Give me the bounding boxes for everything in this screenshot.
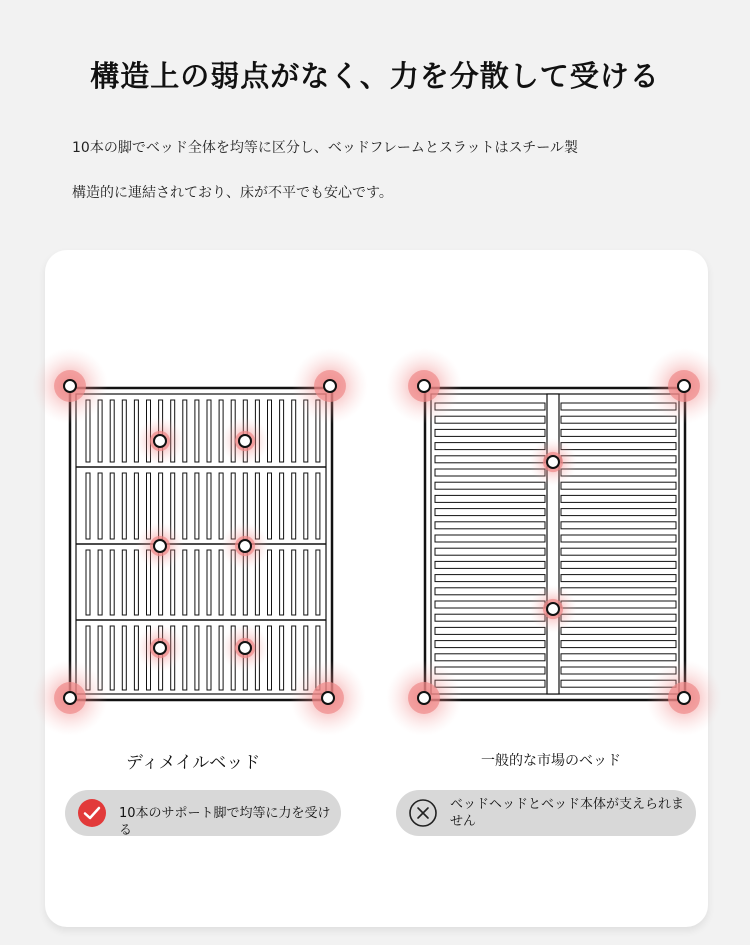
- slat: [435, 614, 545, 621]
- support-point: [646, 348, 722, 424]
- slat: [183, 400, 187, 462]
- slat: [561, 429, 676, 436]
- slat: [98, 550, 102, 615]
- slat: [98, 473, 102, 539]
- slat: [561, 443, 676, 450]
- slat: [304, 550, 308, 615]
- slat: [435, 575, 545, 582]
- slat: [561, 641, 676, 648]
- slat: [435, 522, 545, 529]
- slat: [280, 400, 284, 462]
- slat: [268, 400, 272, 462]
- support-point: [136, 522, 184, 570]
- description-line-1: 10本の脚でベッド全体を均等に区分し、ベッドフレームとスラットはスチール製: [72, 140, 578, 156]
- slat: [183, 473, 187, 539]
- slat: [195, 400, 199, 462]
- slat: [316, 473, 320, 539]
- slat: [207, 473, 211, 539]
- slat: [219, 626, 223, 690]
- slat: [280, 473, 284, 539]
- slat: [561, 535, 676, 542]
- slat: [561, 654, 676, 661]
- slat: [134, 550, 138, 615]
- slat: [86, 473, 90, 539]
- left-badge: [65, 790, 341, 836]
- slat: [561, 482, 676, 489]
- slat: [561, 561, 676, 568]
- support-point: [529, 438, 577, 486]
- slat: [122, 400, 126, 462]
- slat: [435, 627, 545, 634]
- slat: [561, 522, 676, 529]
- slat: [134, 400, 138, 462]
- market-bed-diagram: [425, 388, 685, 700]
- slat: [435, 641, 545, 648]
- slat: [122, 626, 126, 690]
- slat: [207, 626, 211, 690]
- slat: [435, 548, 545, 555]
- support-point: [386, 660, 462, 736]
- right-badge: [396, 790, 696, 836]
- support-point: [32, 348, 108, 424]
- slat: [122, 473, 126, 539]
- slat: [561, 456, 676, 463]
- slat: [435, 416, 545, 423]
- slat: [561, 601, 676, 608]
- support-point: [221, 522, 269, 570]
- slat: [435, 482, 545, 489]
- slat: [435, 495, 545, 502]
- slat: [219, 473, 223, 539]
- slat: [268, 626, 272, 690]
- right-badge-text: ベッドヘッドとベッド本体が支えられません: [450, 797, 685, 829]
- slat: [219, 550, 223, 615]
- support-point: [221, 417, 269, 465]
- slat: [183, 626, 187, 690]
- slat: [195, 626, 199, 690]
- slat: [207, 550, 211, 615]
- slat: [561, 469, 676, 476]
- page-title: 構造上の弱点がなく、力を分散して受ける: [90, 59, 660, 93]
- slat: [561, 416, 676, 423]
- slat: [110, 473, 114, 539]
- slat: [207, 400, 211, 462]
- slat: [268, 550, 272, 615]
- slat: [561, 575, 676, 582]
- slat: [435, 443, 545, 450]
- support-point: [529, 585, 577, 633]
- slat: [292, 400, 296, 462]
- support-point: [386, 348, 462, 424]
- right-caption: 一般的な市場のベッド: [481, 753, 621, 769]
- support-point: [221, 624, 269, 672]
- slat: [280, 626, 284, 690]
- check-circle-icon: [77, 798, 107, 828]
- support-point: [136, 624, 184, 672]
- slat: [435, 588, 545, 595]
- slat: [195, 473, 199, 539]
- x-circle-icon: [408, 798, 438, 828]
- slat: [435, 561, 545, 568]
- bed-slats: [86, 400, 320, 690]
- slat: [435, 456, 545, 463]
- support-point: [32, 660, 108, 736]
- support-point: [136, 417, 184, 465]
- slat: [292, 473, 296, 539]
- slat: [183, 550, 187, 615]
- slat: [304, 473, 308, 539]
- support-point: [292, 348, 368, 424]
- slat: [561, 627, 676, 634]
- dimeil-bed-diagram: [70, 388, 332, 700]
- slat: [561, 614, 676, 621]
- slat: [134, 626, 138, 690]
- slat: [134, 473, 138, 539]
- slat: [110, 626, 114, 690]
- slat: [561, 588, 676, 595]
- support-point: [646, 660, 722, 736]
- slat: [561, 509, 676, 516]
- slat: [280, 550, 284, 615]
- slat: [292, 550, 296, 615]
- slat: [435, 535, 545, 542]
- slat: [122, 550, 126, 615]
- slat: [110, 400, 114, 462]
- slat: [110, 550, 114, 615]
- slat: [561, 495, 676, 502]
- description-line-2: 構造的に連結されており、床が不平でも安心です。: [72, 185, 393, 201]
- slat: [219, 400, 223, 462]
- slat: [86, 550, 90, 615]
- left-badge-text: 10本のサポート脚で均等に力を受ける: [119, 806, 331, 838]
- slat: [195, 550, 199, 615]
- left-caption: ディメイルベッド: [126, 753, 261, 773]
- slat: [435, 429, 545, 436]
- support-point: [290, 660, 366, 736]
- slat: [561, 548, 676, 555]
- slat: [435, 601, 545, 608]
- slat: [435, 509, 545, 516]
- slat: [435, 654, 545, 661]
- slat: [268, 473, 272, 539]
- slat: [435, 469, 545, 476]
- slat: [316, 550, 320, 615]
